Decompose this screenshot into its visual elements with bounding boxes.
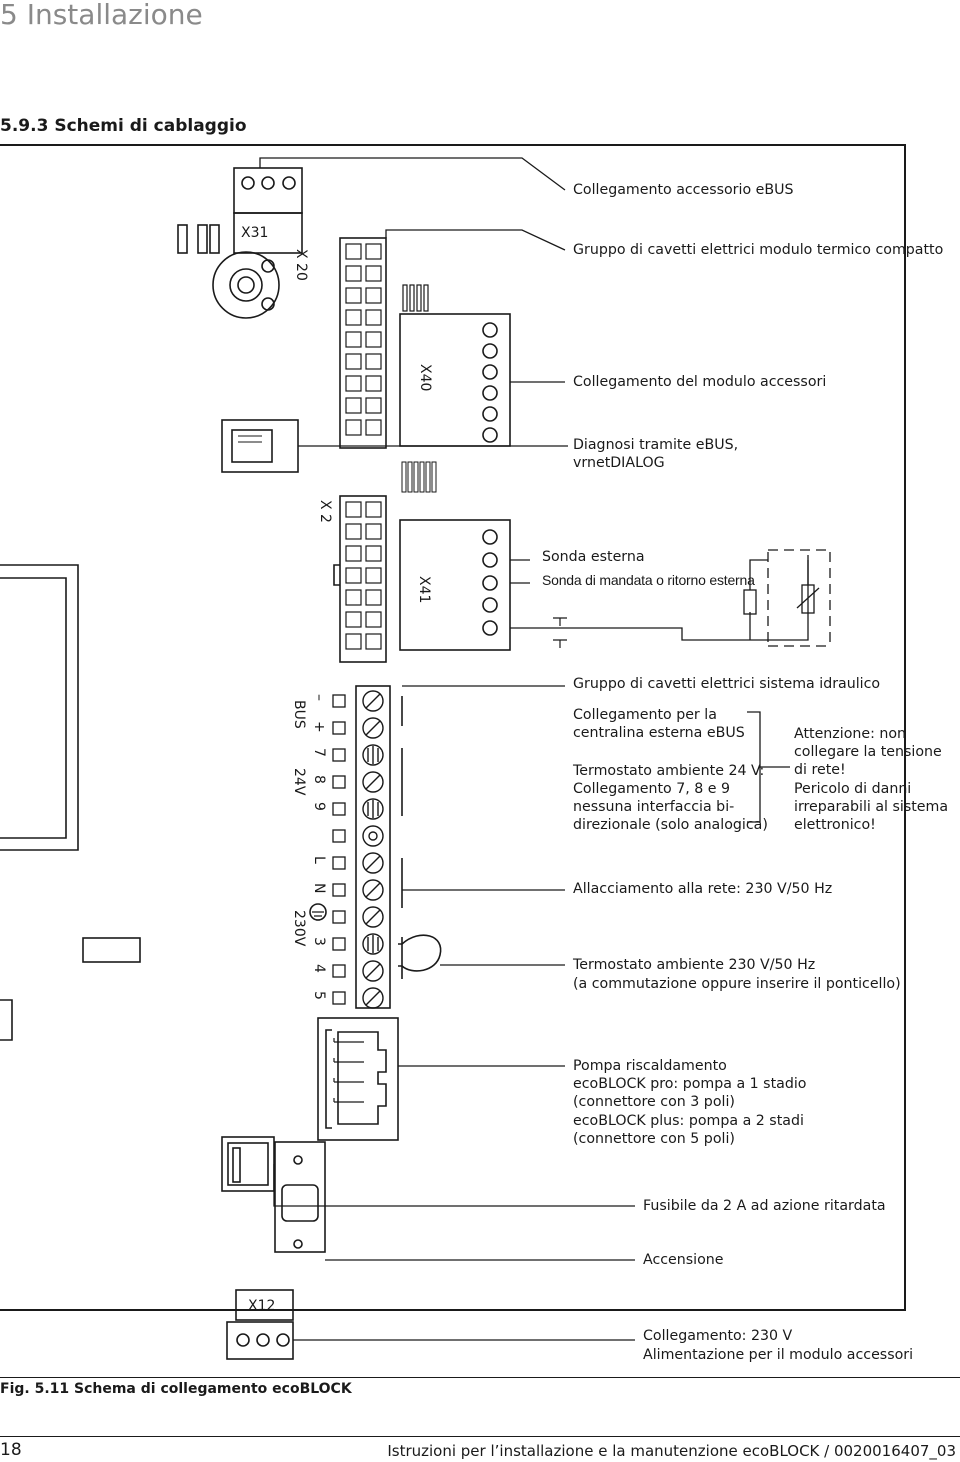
section-title: 5 Installazione	[0, 0, 203, 31]
callout-fuse: Fusibile da 2 A ad azione ritardata	[643, 1198, 886, 1214]
terminal-plus: +	[311, 721, 327, 733]
callout-flow-sensor: Sonda di mandata o ritorno esterna	[542, 572, 755, 588]
x12-label: X12	[248, 1298, 276, 1314]
terminal-4: 4	[311, 964, 327, 973]
warning-line5: irreparabili al sistema	[794, 799, 949, 815]
x40-label: X40	[417, 364, 433, 392]
x31-label: X31	[241, 225, 269, 241]
callout-diagnosis-line1: Diagnosi tramite eBUS,	[573, 437, 739, 453]
callout-ebus-ctrl-line2: centralina esterna eBUS	[573, 725, 745, 741]
page-number: 18	[0, 1440, 22, 1460]
callout-room230-line2: (a commutazione oppure inserire il ponticello)	[573, 976, 901, 992]
terminal-7: 7	[311, 748, 327, 757]
callout-x12-line2: Alimentazione per il modulo accessori	[643, 1347, 914, 1363]
callout-accessory-module: Collegamento del modulo accessori	[573, 374, 827, 390]
terminal-8: 8	[311, 775, 327, 784]
terminal-L: L	[311, 856, 327, 864]
subsection-title: 5.9.3 Schemi di cablaggio	[0, 116, 247, 136]
callout-room24-line1: Termostato ambiente 24 V:	[573, 763, 765, 779]
callout-ebus-accessory: Collegamento accessorio eBUS	[573, 182, 794, 198]
callout-room24-line4: direzionale (solo analogica)	[573, 817, 768, 833]
callout-room230-line1: Termostato ambiente 230 V/50 Hz	[573, 957, 816, 973]
callout-diagnosis-line2: vrnetDIALOG	[573, 455, 665, 471]
callout-pump-line2: ecoBLOCK pro: pompa a 1 stadio	[573, 1076, 807, 1092]
terminal-9: 9	[311, 802, 327, 811]
callout-outdoor-sensor: Sonda esterna	[542, 549, 645, 565]
terminal-group-230v: 230V	[291, 910, 307, 947]
terminal-N: N	[311, 883, 327, 894]
x41-label: X41	[416, 576, 432, 604]
x20-label: X 20	[293, 249, 309, 281]
footer-rule	[0, 1436, 960, 1437]
x2-label: X 2	[317, 500, 333, 523]
warning-line6: elettronico!	[794, 817, 876, 833]
terminal-group-24v: 24V	[291, 768, 307, 796]
callout-pump-line4: ecoBLOCK plus: pompa a 2 stadi	[573, 1113, 804, 1129]
terminal-minus: –	[311, 694, 327, 701]
callout-mains: Allacciamento alla rete: 230 V/50 Hz	[573, 881, 833, 897]
warning-line2: collegare la tensione	[794, 744, 942, 760]
terminal-group-bus: BUS	[291, 700, 307, 729]
callout-pump-line1: Pompa riscaldamento	[573, 1058, 727, 1074]
callout-hydraulic-cables: Gruppo di cavetti elettrici sistema idraulico	[573, 676, 881, 692]
callout-power: Accensione	[643, 1252, 724, 1268]
callout-room24-line3: nessuna interfaccia bi-	[573, 799, 735, 815]
document-info: Istruzioni per l’installazione e la manutenzione ecoBLOCK / 0020016407_03	[387, 1442, 956, 1460]
callout-x12-line1: Collegamento: 230 V	[643, 1328, 793, 1344]
callout-room24-line2: Collegamento 7, 8 e 9	[573, 781, 731, 797]
terminal-5: 5	[311, 991, 327, 1000]
callout-pump-line3: (connettore con 3 poli)	[573, 1094, 735, 1110]
figure-caption: Fig. 5.11 Schema di collegamento ecoBLOCK	[0, 1381, 352, 1397]
caption-rule	[0, 1377, 960, 1378]
warning-line3: di rete!	[794, 762, 846, 778]
callout-pump-line5: (connettore con 5 poli)	[573, 1131, 735, 1147]
warning-line1: Attenzione: non	[794, 726, 907, 742]
terminal-3: 3	[311, 937, 327, 946]
callout-ebus-ctrl-line1: Collegamento per la	[573, 707, 717, 723]
callout-cable-compact: Gruppo di cavetti elettrici modulo termico compatto	[573, 242, 944, 258]
warning-line4: Pericolo di danni	[794, 781, 912, 797]
